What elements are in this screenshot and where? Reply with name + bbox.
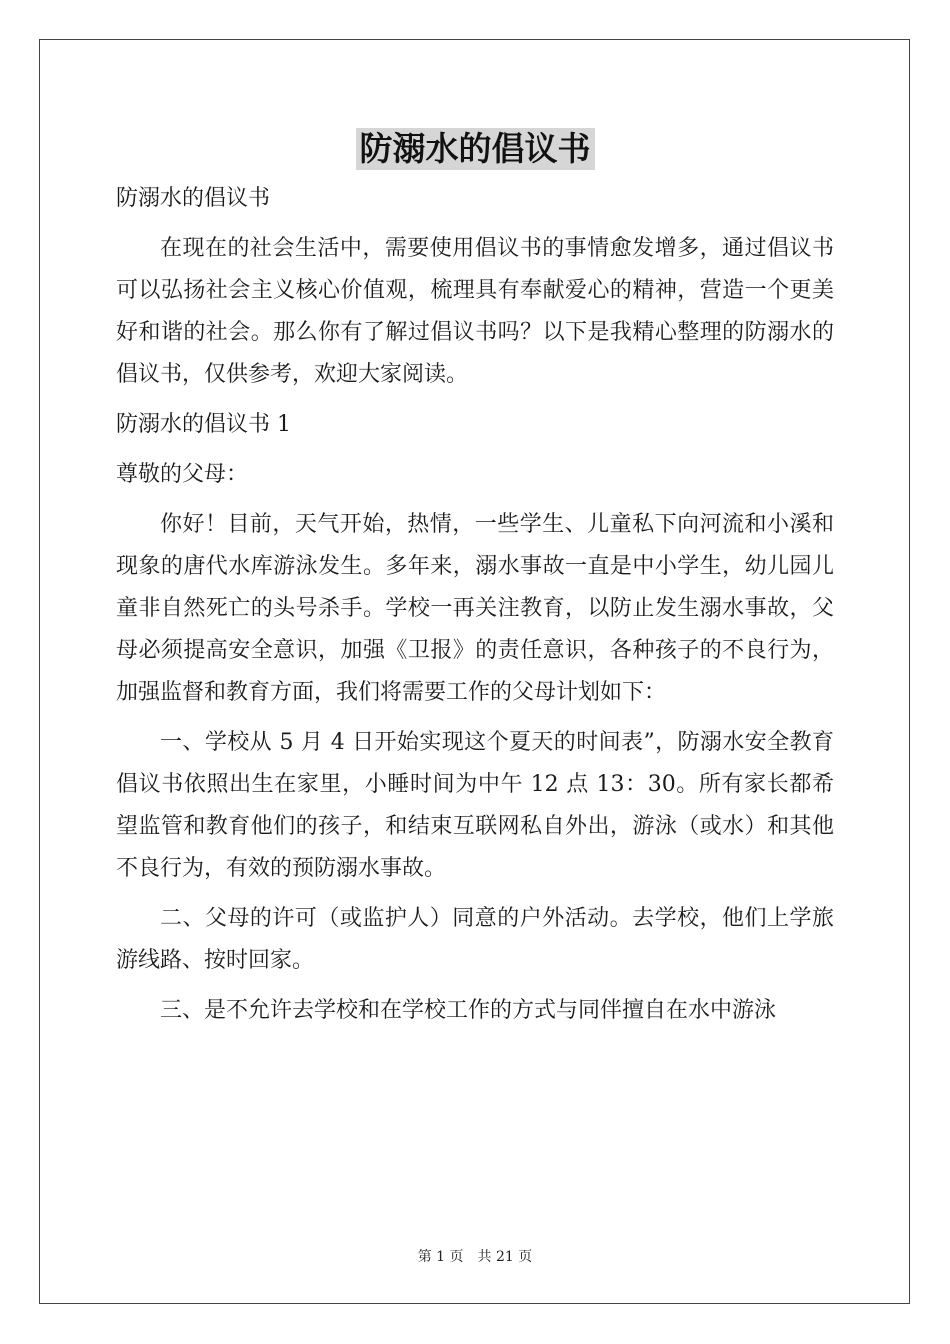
- page-footer: [0, 1246, 950, 1266]
- document-body: [116, 178, 834, 1040]
- title-container: [0, 128, 950, 170]
- section-heading: 防溺水的倡议书 1: [116, 412, 291, 437]
- body-paragraph: 一、学校从 5 月 4 日开始实现这个夏天的时间表”，防溺水安全教育倡议书依照出生在家里，小睡时间为中午 12 点 13：30。所有家长都希望监管和教育他们的孩子，和结束互联网私自外出，游泳（或水）和其他不良行为，有效的预防溺水事故。: [116, 730, 834, 881]
- body-paragraph: 三、是不允许去学校和在学校工作的方式与同伴擅自在水中游泳: [160, 998, 777, 1023]
- body-paragraph: 你好！目前，天气开始，热情，一些学生、儿童私下向河流和小溪和现象的唐代水库游泳发生。多年来，溺水事故一直是中小学生，幼儿园儿童非自然死亡的头号杀手。学校一再关注教育，以防止发生溺水事故，父母必须提高安全意识，加强《卫报》的责任意识，各种孩子的不良行为，加强监督和教育方面，我们将需要工作的父母计划如下：: [116, 512, 834, 705]
- page-number: 第 1 页: [417, 1249, 464, 1265]
- intro-paragraph: 在现在的社会生活中，需要使用倡议书的事情愈发增多，通过倡议书可以弘扬社会主义核心价值观，梳理具有奉献爱心的精神，营造一个更美好和谐的社会。那么你有了解过倡议书吗？以下是我精心整理的防溺水的倡议书，仅供参考，欢迎大家阅读。: [116, 236, 834, 387]
- page-total: 共 21 页: [477, 1249, 533, 1265]
- document-title: 防溺水的倡议书: [356, 128, 595, 170]
- body-paragraph: 二、父母的许可（或监护人）同意的户外活动。去学校，他们上学旅游线路、按时回家。: [116, 906, 834, 973]
- salutation: 尊敬的父母：: [116, 462, 249, 487]
- subtitle-line: 防溺水的倡议书: [116, 186, 271, 211]
